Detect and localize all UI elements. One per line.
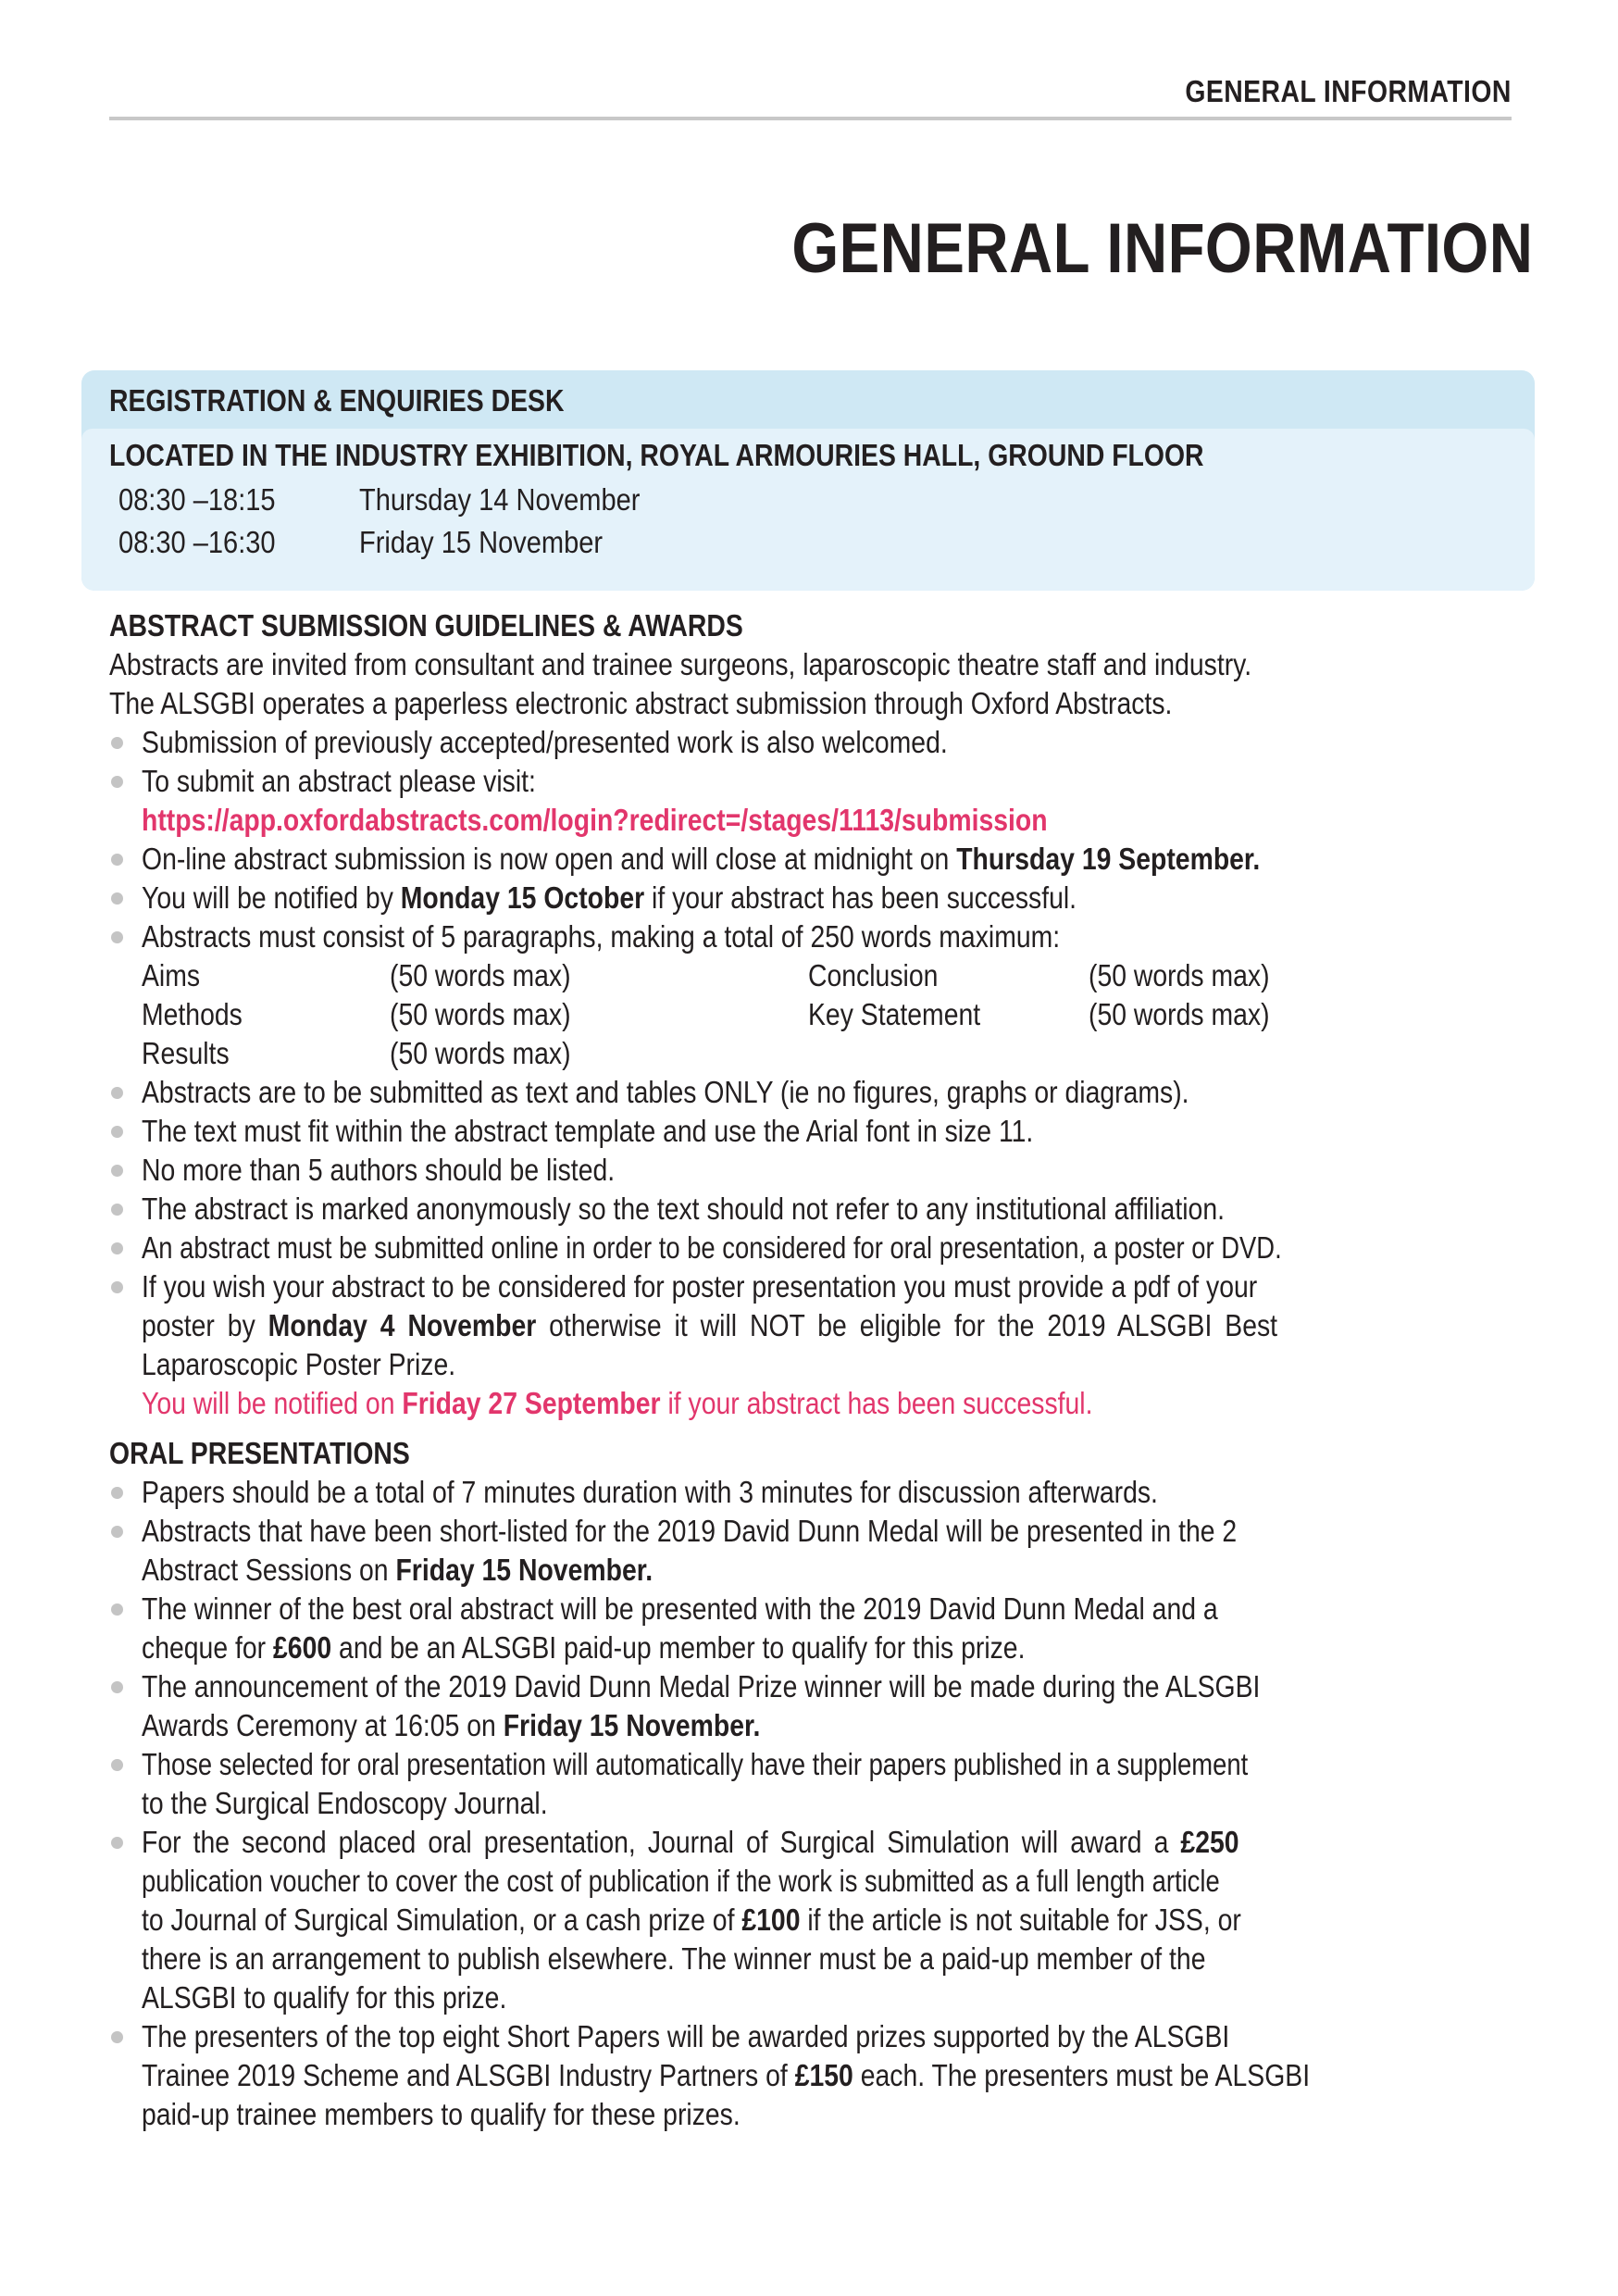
bullet-icon [111,776,123,788]
bullet-icon [111,1165,123,1177]
prize-amount: £250 [1180,1825,1239,1859]
bullet-icon [111,1281,123,1293]
list-item: For the second placed oral presentation, Journal of Surgical Simulation will award a £250 [109,1823,1512,1862]
list-item-continuation: publication voucher to cover the cost of publication if the work is submitted as a full length article [142,1864,1220,1898]
hours-day: Thursday 14 November [359,482,641,517]
main-content [109,606,1512,2134]
bullet-icon [111,1681,123,1693]
running-header: GENERAL INFORMATION [1185,74,1512,108]
list-item: Abstracts are to be submitted as text and tables ONLY (ie no figures, graphs or diagrams). [109,1073,1512,1112]
bullet-icon [111,1204,123,1216]
section-name: Key Statement [808,997,981,1031]
list-item: You will be notified by Monday 15 October if your abstract has been successful. [109,879,1512,917]
list-item: An abstract must be submitted online in order to be considered for oral presentation, a poster or DVD. [109,1229,1512,1267]
section-limit: (50 words max) [390,997,571,1031]
header-rule [109,117,1512,120]
notice-date: Friday 27 September [402,1386,661,1420]
list-item-continuation: to Journal of Surgical Simulation, or a cash prize of £100 if the article is not suitable for JSS, or [142,1903,1241,1937]
submission-link[interactable]: https://app.oxfordabstracts.com/login?redirect=/stages/1113/submission [142,803,1048,837]
list-item: Abstracts must consist of 5 paragraphs, making a total of 250 words maximum: [109,917,1512,956]
list-item-continuation: paid-up trainee members to qualify for these prizes. [142,2097,741,2131]
page-title: GENERAL INFORMATION [791,209,1533,288]
list-item: The text must fit within the abstract template and use the Arial font in size 11. [109,1112,1512,1151]
list-item: To submit an abstract please visit: [109,762,1512,801]
hours-time: 08:30 –18:15 [118,482,276,517]
bullet-icon [111,1759,123,1771]
hours-time: 08:30 –16:30 [118,525,276,559]
bullet-icon [111,931,123,943]
bullet-icon [111,1087,123,1099]
bullet-icon [111,1526,123,1538]
prize-amount: £100 [741,1903,801,1937]
list-item-continuation: ALSGBI to qualify for this prize. [142,1980,507,2015]
list-item-continuation: there is an arrangement to publish elsewhere. The winner must be a paid-up member of the [142,1941,1206,1976]
list-item-continuation: Abstract Sessions on Friday 15 November. [142,1553,653,1587]
poster-deadline: Monday 4 November [268,1308,537,1342]
section-limit: (50 words max) [1089,958,1270,992]
bullet-icon [111,737,123,749]
list-item: The abstract is marked anonymously so the text should not refer to any institutional affiliation. [109,1190,1512,1229]
prize-amount: £600 [273,1630,332,1665]
bullet-icon [111,892,123,905]
section-limit: (50 words max) [390,1036,571,1070]
list-item: Submission of previously accepted/presented work is also welcomed. [109,723,1512,762]
registration-hours-row [118,482,678,518]
registration-hours-row [118,525,636,560]
bullet-icon [111,1837,123,1849]
section-name: Conclusion [808,958,939,992]
list-item-continuation: Trainee 2019 Scheme and ALSGBI Industry Partners of £150 each. The presenters must be ALSGBI [142,2058,1311,2092]
registration-location: LOCATED IN THE INDUSTRY EXHIBITION, ROYAL ARMOURIES HALL, GROUND FLOOR [109,438,1204,472]
deadline-date: Thursday 19 September. [956,842,1261,876]
ceremony-date: Friday 15 November. [503,1708,761,1742]
submission-link-line [109,801,1512,840]
list-item-continuation: Laparoscopic Poster Prize. [142,1347,456,1381]
registration-heading: REGISTRATION & ENQUIRIES DESK [109,383,565,418]
oral-heading: ORAL PRESENTATIONS [109,1436,410,1470]
abstract-heading: ABSTRACT SUBMISSION GUIDELINES & AWARDS [109,608,743,643]
list-item: The presenters of the top eight Short Papers will be awarded prizes supported by the ALSGBI [109,2017,1512,2056]
registration-box [81,370,1535,591]
prize-amount: £150 [794,2058,853,2092]
list-item: Papers should be a total of 7 minutes duration with 3 minutes for discussion afterwards. [109,1473,1512,1512]
notification-notice: You will be notified on Friday 27 September if your abstract has been successful. [142,1386,1093,1420]
list-item: The announcement of the 2019 David Dunn Medal Prize winner will be made during the ALSGBI [109,1667,1512,1706]
registration-details [81,429,1535,591]
notification-date: Monday 15 October [400,880,645,915]
list-item-continuation: Awards Ceremony at 16:05 on Friday 15 November. [142,1708,761,1742]
list-item: If you wish your abstract to be considered for poster presentation you must provide a pdf of your [109,1267,1512,1306]
session-date: Friday 15 November. [395,1553,653,1587]
hours-day: Friday 15 November [359,525,604,559]
bullet-icon [111,1242,123,1254]
list-item-continuation: poster by Monday 4 November otherwise it will NOT be eligible for the 2019 ALSGBI Best [142,1308,1278,1342]
bullet-icon [111,1126,123,1138]
list-item: No more than 5 authors should be listed. [109,1151,1512,1190]
bullet-icon [111,1487,123,1499]
bullet-icon [111,2031,123,2043]
section-name: Methods [142,997,243,1031]
section-limit: (50 words max) [1089,997,1270,1031]
bullet-icon [111,1603,123,1616]
list-item-continuation: to the Surgical Endoscopy Journal. [142,1786,548,1820]
abstract-intro: The ALSGBI operates a paperless electronic abstract submission through Oxford Abstracts. [109,686,1173,720]
list-item: The winner of the best oral abstract will be presented with the 2019 David Dunn Medal and a [109,1590,1512,1628]
list-item: Abstracts that have been short-listed for the 2019 David Dunn Medal will be presented in the 2 [109,1512,1512,1551]
abstract-intro: Abstracts are invited from consultant and trainee surgeons, laparoscopic theatre staff and industry. [109,647,1252,681]
section-name: Results [142,1036,230,1070]
list-item: Those selected for oral presentation will automatically have their papers published in a supplement [109,1745,1512,1784]
section-limit: (50 words max) [390,958,571,992]
word-limits-table [109,956,1512,1073]
bullet-icon [111,854,123,866]
list-item-continuation: cheque for £600 and be an ALSGBI paid-up member to qualify for this prize. [142,1630,1026,1665]
section-name: Aims [142,958,201,992]
list-item: On-line abstract submission is now open and will close at midnight on Thursday 19 September. [109,840,1512,879]
